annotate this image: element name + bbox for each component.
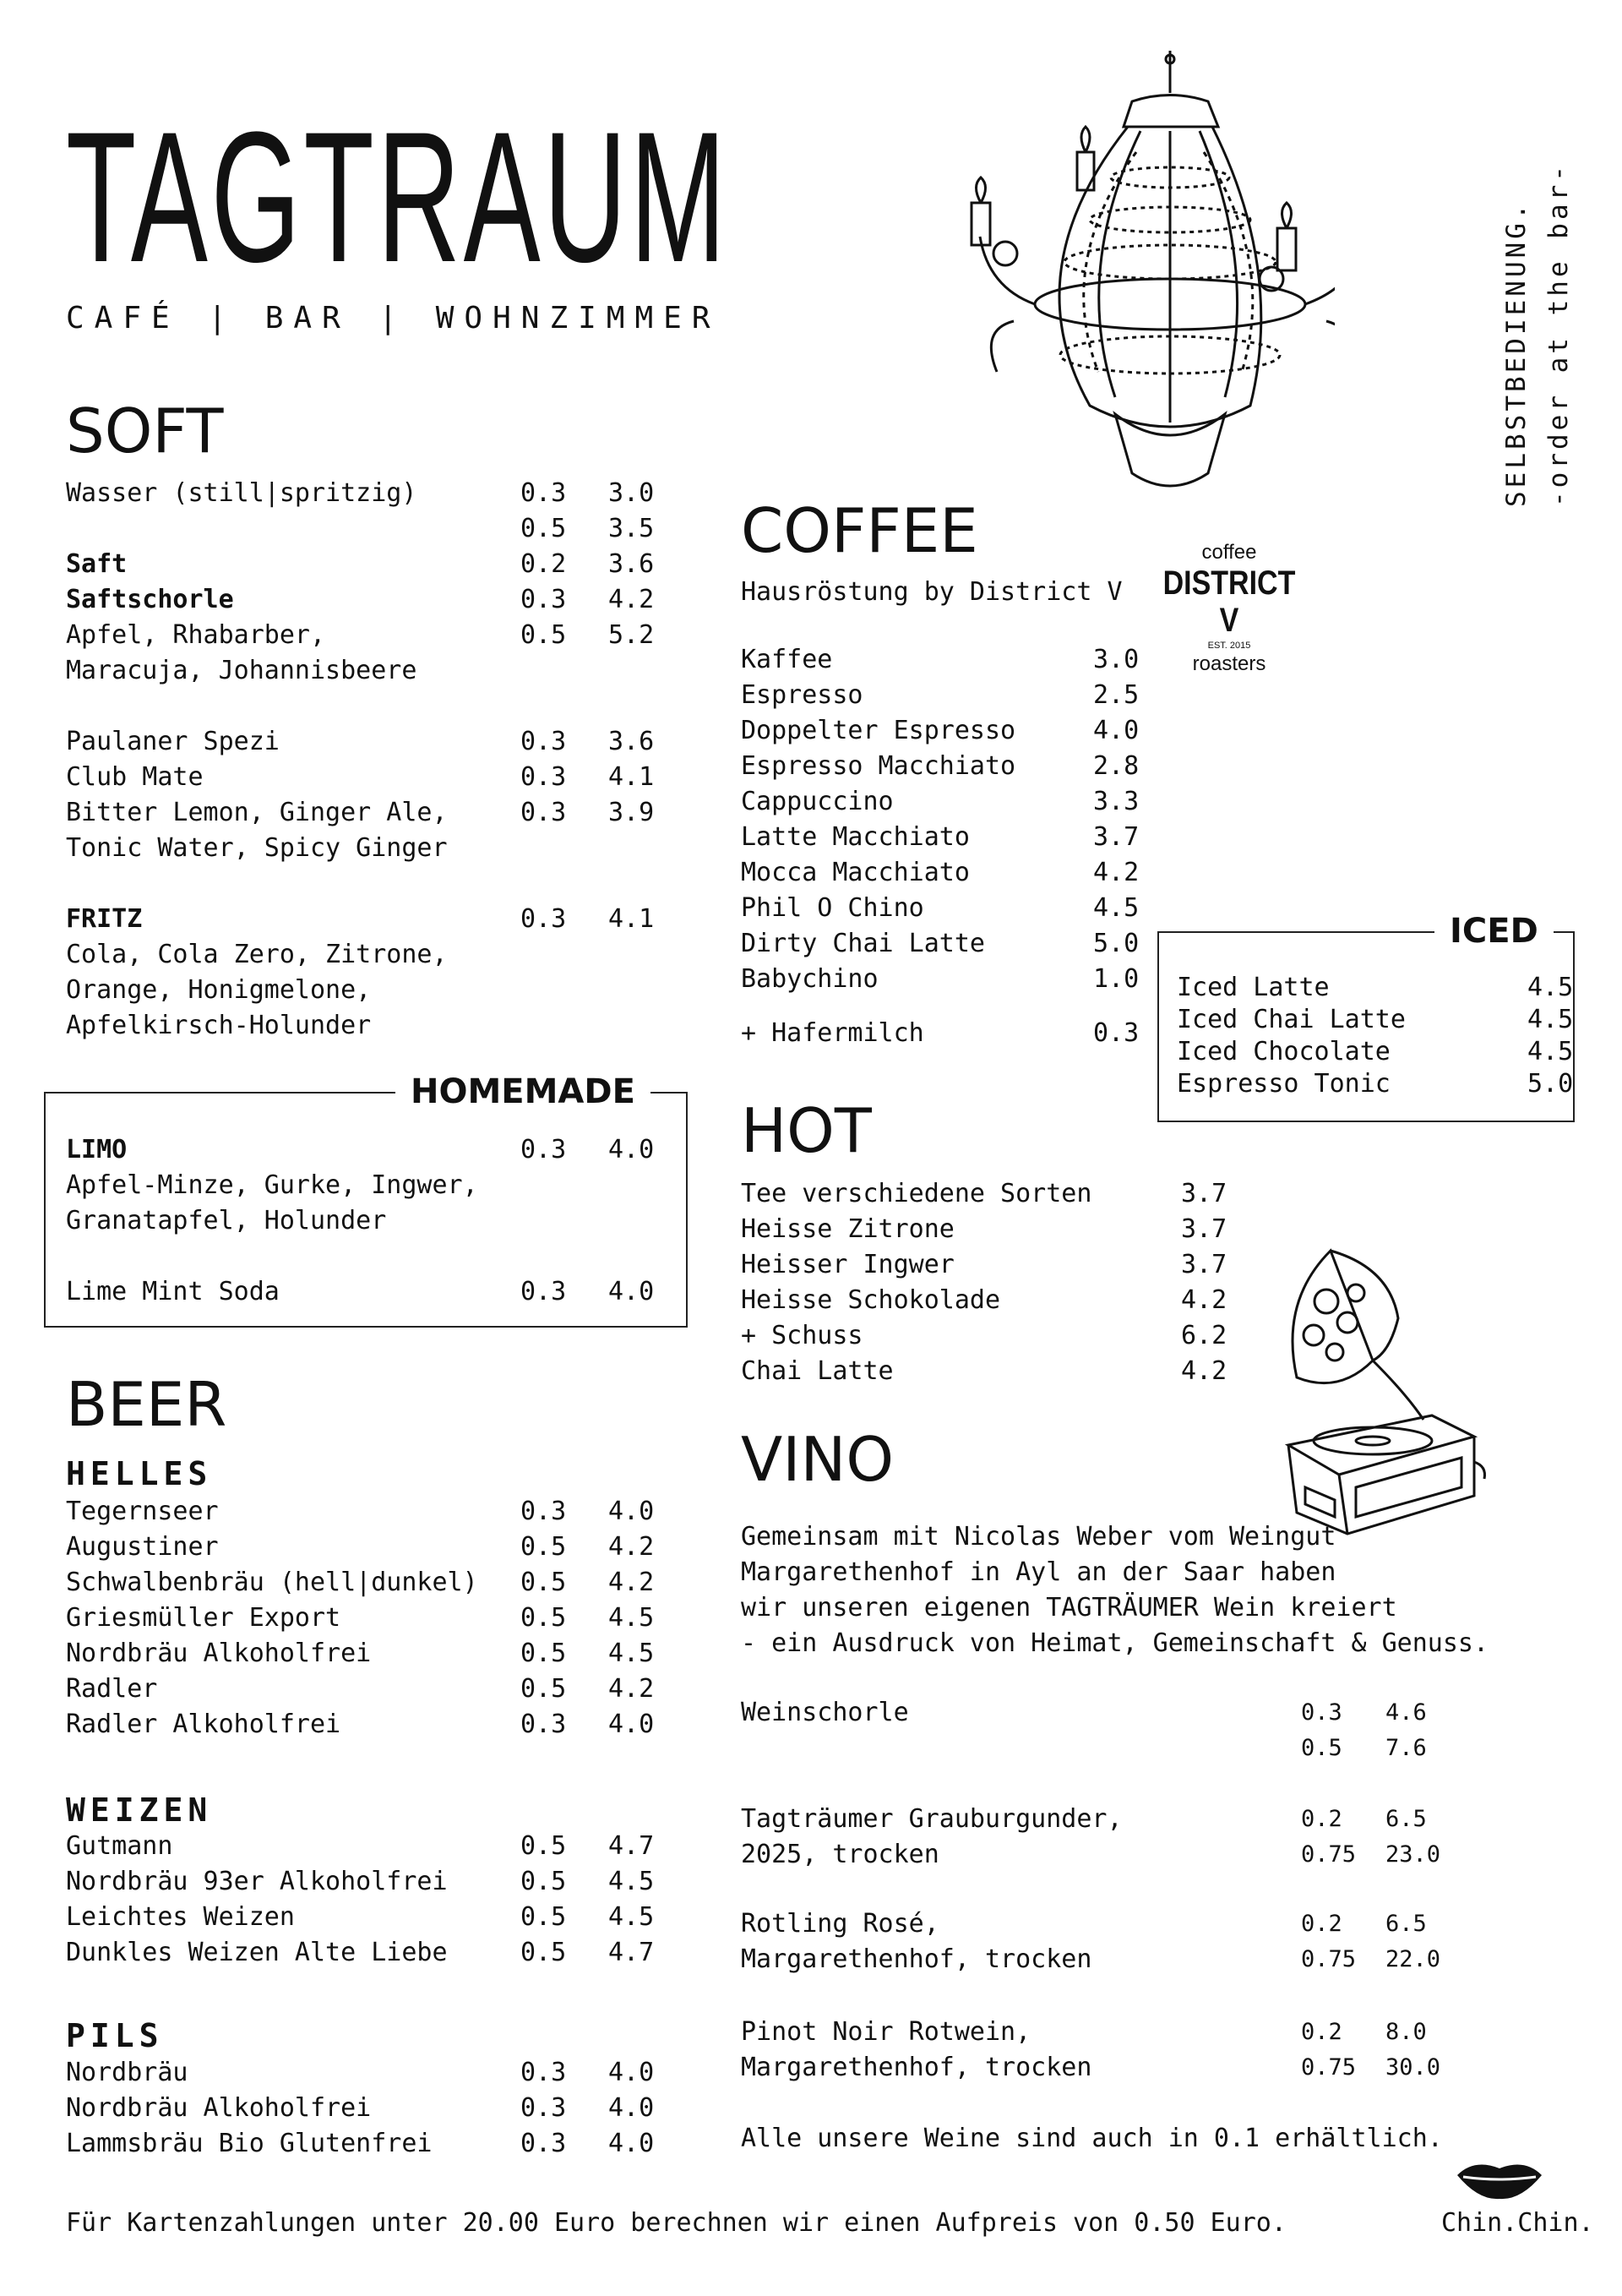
item-price: 4.0 [608,1497,655,1526]
item-price: 22.0 [1385,1946,1441,1972]
vino-intro-3: wir unseren eigenen TAGTRÄUMER Wein kreiert [741,1593,1397,1622]
coffee-subtitle: Hausröstung by District V [741,577,1123,607]
vino-intro-2: Margarethenhof in Ayl an der Saar haben [741,1557,1336,1587]
vino-note: Alle unsere Weine sind auch in 0.1 erhältlich. [741,2124,1443,2153]
side-note-line1: SELBSTBEDIENUNG. [1501,200,1532,507]
item-size: 0.75 [1301,1946,1357,1972]
item-size: 0.5 [520,620,567,650]
item-size: 0.3 [520,1135,567,1164]
item-name: Margarethenhof, trocken [741,2053,1092,2082]
item-price: 4.2 [608,1532,655,1562]
item-price: 4.5 [608,1867,655,1896]
item-size: 0.3 [520,904,567,934]
item-price: 4.5 [1527,1037,1574,1066]
item-name: Saftschorle [66,585,234,614]
item-name: Margarethenhof, trocken [741,1944,1092,1974]
item-name: Radler Alkoholfrei [66,1710,341,1739]
item-name: Pinot Noir Rotwein, [741,2017,1031,2047]
item-name: Heisser Ingwer [741,1250,955,1279]
item-price: 5.0 [1093,929,1140,958]
item-price: 6.2 [1181,1321,1227,1350]
item-name: Bitter Lemon, Ginger Ale, [66,798,448,827]
item-name: Apfel, Rhabarber, [66,620,326,650]
item-name: Leichtes Weizen [66,1902,295,1932]
menu-row [0,1906,1622,1942]
item-price: 3.9 [608,798,655,827]
item-name: Doppelter Espresso [741,716,1016,745]
item-name: Espresso Macchiato [741,751,1016,781]
item-price: 3.7 [1181,1179,1227,1208]
item-size: 0.3 [520,2093,567,2123]
item-name: Apfel-Minze, Gurke, Ingwer, [66,1170,478,1200]
item-size: 0.75 [1301,1841,1357,1868]
item-price: 5.2 [608,620,655,650]
item-name: Gutmann [66,1831,173,1861]
pils-subtitle: PILS [66,2017,164,2054]
item-price: 3.0 [1093,645,1140,674]
menu-row [0,1034,1622,1070]
item-size: 0.2 [1301,1911,1342,1937]
item-name: Cola, Cola Zero, Zitrone, [66,940,448,969]
district-logo-name: DISTRICT V [1162,564,1296,639]
item-size: 0.3 [1301,1699,1342,1726]
item-price: 4.2 [608,1568,655,1597]
item-name: Tonic Water, Spicy Ginger [66,833,448,863]
item-name: Nordbräu Alkoholfrei [66,2093,372,2123]
menu-row [0,2015,1622,2050]
item-name: Augustiner [66,1532,219,1562]
menu-row [0,1176,1622,1212]
item-size: 0.5 [520,1639,567,1668]
item-price: 4.7 [608,1831,655,1861]
item-name: Kaffee [741,645,833,674]
item-name: Paulaner Spezi [66,727,280,756]
item-name: Latte Macchiato [741,822,970,852]
item-price: 4.5 [1527,1005,1574,1034]
item-price: 4.7 [608,1938,655,1967]
item-price: 4.2 [1093,858,1140,887]
item-price: 4.0 [608,1710,655,1739]
item-price: 5.0 [1527,1069,1574,1099]
item-price: 2.5 [1093,680,1140,710]
item-size: 0.5 [520,1831,567,1861]
item-size: 0.3 [520,1497,567,1526]
item-size: 0.3 [520,798,567,827]
item-price: 4.0 [608,1277,655,1306]
vino-intro-4: - ein Ausdruck von Heimat, Gemeinschaft & Genuss. [741,1628,1489,1658]
item-name: Nordbräu Alkoholfrei [66,1639,372,1668]
item-name: Schwalbenbräu (hell|dunkel) [66,1568,478,1597]
menu-row [0,2050,1622,2086]
item-name: Maracuja, Johannisbeere [66,656,417,685]
item-name: Club Mate [66,762,204,792]
item-name: Tegernseer [66,1497,219,1526]
menu-row [0,820,1622,855]
district-logo-top: coffee [1201,541,1257,564]
item-size: 0.2 [520,549,567,579]
item-price: 4.0 [1093,716,1140,745]
item-price: 3.5 [608,514,655,543]
item-name: + Hafermilch [741,1018,924,1048]
item-price: 8.0 [1385,2019,1427,2045]
item-name: Tagträumer Grauburgunder, [741,1804,1123,1834]
item-size: 0.3 [520,478,567,508]
item-name: Orange, Honigmelone, [66,975,372,1005]
item-size: 0.5 [520,1902,567,1932]
brand-tagline: CAFÉ | BAR | WOHNZIMMER [66,301,721,335]
brand-title: TAGTRAUM [66,93,729,301]
item-price: 3.3 [1093,787,1140,816]
side-note [1495,144,1588,507]
coffee-section-title: COFFEE [741,495,978,566]
item-price: 4.2 [1181,1356,1227,1386]
homemade-title: HOMEMADE [395,1073,650,1110]
district-logo-est: EST. 2015 [1207,641,1251,651]
item-name: Babychino [741,964,879,994]
item-size: 0.2 [1301,1806,1342,1832]
item-price: 3.7 [1093,822,1140,852]
item-size: 0.3 [520,1710,567,1739]
item-name: Griesmüller Export [66,1603,341,1633]
item-price: 4.5 [608,1639,655,1668]
item-price: 4.1 [608,762,655,792]
item-price: 7.6 [1385,1735,1427,1761]
item-price: 4.5 [608,1603,655,1633]
item-price: 2.8 [1093,751,1140,781]
menu-row [0,749,1622,784]
menu-row [0,1695,1622,1731]
item-price: 4.5 [1093,893,1140,923]
menu-row [0,713,1622,749]
item-price: 3.0 [608,478,655,508]
item-size: 0.5 [520,1568,567,1597]
item-name: Phil O Chino [741,893,924,923]
item-price: 3.6 [608,549,655,579]
menu-row [0,1802,1622,1837]
menu-row [0,1002,1622,1038]
item-size: 0.3 [520,1277,567,1306]
menu-row [0,855,1622,891]
item-name: Apfelkirsch-Holunder [66,1011,372,1040]
item-name: Nordbräu [66,2058,188,2087]
item-price: 30.0 [1385,2054,1441,2081]
item-name: Heisse Zitrone [741,1214,955,1244]
item-price: 3.7 [1181,1214,1227,1244]
item-price: 4.2 [608,585,655,614]
menu-row [0,970,1622,1006]
menu-row [0,642,1622,678]
menu-row [0,1942,1622,1977]
item-size: 0.5 [520,1532,567,1562]
item-name: Iced Chocolate [1177,1037,1391,1066]
item-name: Iced Chai Latte [1177,1005,1406,1034]
item-price: 4.5 [1527,973,1574,1002]
side-note-line2: -order at the bar- [1543,162,1574,507]
item-size: 0.5 [520,514,567,543]
item-name: Granatapfel, Holunder [66,1206,387,1235]
item-size: 0.5 [520,1867,567,1896]
district-logo-bottom: roasters [1192,652,1266,675]
item-price: 6.5 [1385,1806,1427,1832]
item-name: Rotling Rosé, [741,1909,939,1939]
item-price: 4.5 [608,1902,655,1932]
item-price: 3.6 [608,727,655,756]
item-price: 4.0 [608,1135,655,1164]
menu-row [0,891,1622,926]
item-price: 3.7 [1181,1250,1227,1279]
weizen-subtitle: WEIZEN [66,1792,213,1829]
item-size: 0.3 [520,727,567,756]
item-name: Wasser (still|spritzig) [66,478,417,508]
chandelier-illustration [887,51,1335,549]
item-name: Espresso Tonic [1177,1069,1391,1099]
footer-note: Für Kartenzahlungen unter 20.00 Euro berechnen wir einen Aufpreis von 0.50 Euro. [66,2208,1287,2238]
item-name: Cappuccino [741,787,894,816]
item-price: 4.6 [1385,1699,1427,1726]
item-price: 4.2 [608,1674,655,1704]
item-name: Lime Mint Soda [66,1277,280,1306]
item-price: 0.3 [1093,1018,1140,1048]
item-price: 4.0 [608,2058,655,2087]
menu-row [0,1837,1622,1873]
item-name: Radler [66,1674,158,1704]
item-name: Dirty Chai Latte [741,929,985,958]
chin-chin-logo: Chin.Chin. [1441,2208,1594,2238]
item-size: 0.3 [520,762,567,792]
lips-logo-icon [1453,2157,1546,2202]
beer-section-title: BEER [66,1369,227,1440]
item-size: 0.3 [520,2129,567,2158]
item-price: 4.0 [608,2129,655,2158]
item-size: 0.3 [520,2058,567,2087]
item-name: Iced Latte [1177,973,1330,1002]
item-name: Chai Latte [741,1356,894,1386]
item-name: Lammsbräu Bio Glutenfrei [66,2129,433,2158]
item-price: 4.1 [608,904,655,934]
item-name: 2025, trocken [741,1840,939,1869]
menu-row [0,1731,1622,1766]
helles-subtitle: HELLES [66,1455,213,1492]
item-price: 6.5 [1385,1911,1427,1937]
item-name: Dunkles Weizen Alte Liebe [66,1938,448,1967]
item-price: 4.2 [1181,1285,1227,1315]
hot-section-title: HOT [741,1095,872,1166]
item-size: 0.3 [520,585,567,614]
item-size: 0.5 [1301,1735,1342,1761]
item-name: Heisse Schokolade [741,1285,1001,1315]
item-name: Weinschorle [741,1698,909,1727]
item-name: Mocca Macchiato [741,858,970,887]
iced-title: ICED [1434,913,1554,950]
item-name: Saft [66,549,128,579]
item-price: 1.0 [1093,964,1140,994]
item-name: Tee verschiedene Sorten [741,1179,1092,1208]
item-size: 0.2 [1301,2019,1342,2045]
gramophone-illustration [1263,1234,1491,1538]
item-name: Nordbräu 93er Alkoholfrei [66,1867,448,1896]
item-name: LIMO [66,1135,128,1164]
menu-row [0,678,1622,713]
vino-intro-1: Gemeinsam mit Nicolas Weber vom Weingut [741,1522,1336,1552]
item-name: + Schuss [741,1321,863,1350]
menu-row [0,784,1622,820]
item-size: 0.5 [520,1674,567,1704]
item-size: 0.5 [520,1938,567,1967]
item-name: Espresso [741,680,863,710]
item-size: 0.5 [520,1603,567,1633]
vino-section-title: VINO [741,1424,895,1495]
soft-section-title: SOFT [66,395,224,466]
item-name: FRITZ [66,904,143,934]
item-size: 0.75 [1301,2054,1357,2081]
item-price: 4.0 [608,2093,655,2123]
item-price: 23.0 [1385,1841,1441,1868]
